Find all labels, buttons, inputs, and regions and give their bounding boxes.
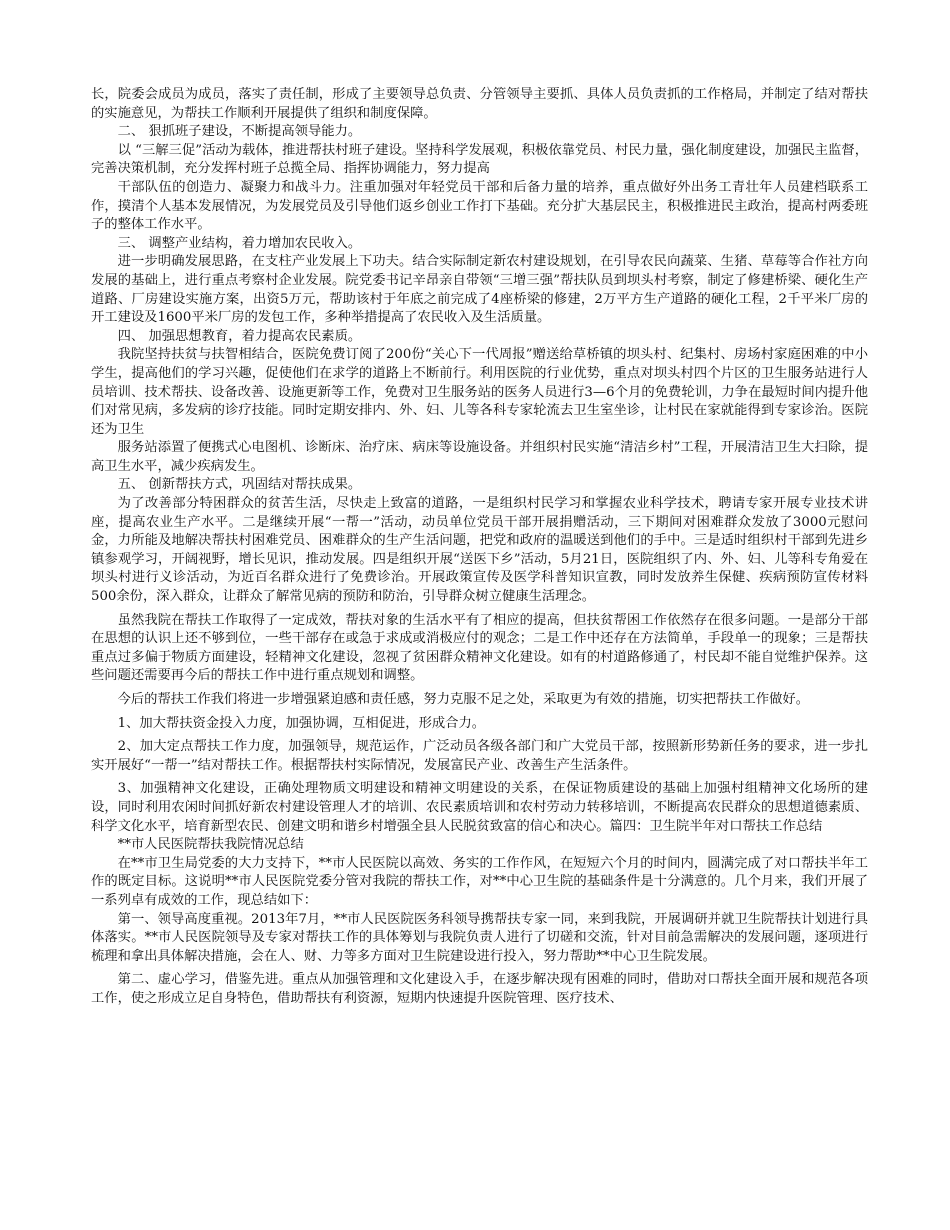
article-title: **市人民医院帮扶我院情况总结 xyxy=(117,837,304,853)
paragraph: 虽然我院在帮扶工作取得了一定成效，帮扶对象的生活水平有了相应的提高，但扶贫帮困工作依然存在很多问题。一是部分干部在思想的认识上还不够到位，一些干部存在或急于求成或消极应付的观念；二是工作中还存在方法简单，手段单一的现象；三是帮扶重点过多偏于物质方面建设，轻精神文化建设，忽视了贫困群众精神文化建设。如有的村道路修通了，村民却不能自觉维护保养。这些问题还需要再今后的帮扶工作中进行重点规划和调整。 xyxy=(91,612,868,684)
paragraph: 干部队伍的创造力、凝聚力和战斗力。注重加强对年轻党员干部和后备力量的培养，重点做好外出务工青壮年人员建档联系工作，摸清个人基本发展情况，为发展党员及引导他们返乡创业工作打下基础。充分扩大基层民主，积极推进民主政治，提高村两委班子的整体工作水平。 xyxy=(91,179,868,233)
section-heading: 二、 狠抓班子建设，不断提高领导能力。 xyxy=(117,124,362,140)
paragraph: 我院坚持扶贫与扶智相结合，医院免费订阅了200份“关心下一代周报”赠送给草桥镇的坝头村、纪集村、房场村家庭困难的中小学生，提高他们的学习兴趣，促使他们在求学的道路上不断前行。利用医院的行业优势，重点对坝头村四个片区的卫生服务站进行人员培训、技术帮扶、设备改善、设施更新等工作，免费对卫生服务站的医务人员进行3—6个月的免费轮训，力争在最短时间内提升他们对常见病，多发病的诊疗技能。同时定期安排内、外、妇、儿等各科专家轮流去卫生室坐诊，让村民在家就能得到专家诊治。医院还为卫生 xyxy=(91,347,868,437)
list-item: 1、加大帮扶资金投入力度，加强协调，互相促进，形成合力。 xyxy=(117,715,486,731)
paragraph: 为了改善部分特困群众的贫苦生活，尽快走上致富的道路，一是组织村民学习和掌握农业科学技术，聘请专家开展专业技术讲座，提高农业生产水平。二是继续开展“一帮一”活动，动员单位党员干部开展捐赠活动，三下期间对困难群众发放了3000元慰问金，力所能及地解决帮扶村困难党员、困难群众的生产生活问题，把党和政府的温暖送到他们的手中。三是适时组织村干部到先进乡镇参观学习，开阔视野，增长见识，推动发展。四是组织开展“送医下乡”活动，5月21日，医院组织了内、外、妇、儿等科专角爱在坝头村进行义诊活动，为近百名群众进行了免费诊治。开展政策宣传及医学科普知识宣教，同时发放养生保健、疾病预防宣传材料500余份，深入群众，让群众了解常见病的预防和防治，引导群众树立健康生活理念。 xyxy=(91,496,868,605)
paragraph: 进一步明确发展思路，在支柱产业发展上下功夫。结合实际制定新农村建设规划，在引导农民向蔬菜、生猪、草莓等合作社方向发展的基础上，进行重点考察村企业发展。院党委书记辛昂亲自带领“三增三强”帮扶队员到坝头村考察，制定了修建桥梁、硬化生产道路、厂房建设实施方案，出资5万元，帮助该村于年底之前完成了4座桥梁的修建，2万平方生产道路的硬化工程，2千平米厂房的开工建设及1600平米厂房的发包工作，多种举措提高了农民收入及生活质量。 xyxy=(91,254,868,326)
section-heading: 四、 加强思想教育，着力提高农民素质。 xyxy=(117,328,362,344)
list-item: 2、加大定点帮扶工作力度，加强领导，规范运作，广泛动员各级各部门和广大党员干部，按照新形势新任务的要求，进一步扎实开展好“一帮一”结对帮扶工作。根据帮扶村实际情况，发展富民产业、改善生产生活条件。 xyxy=(91,739,868,773)
paragraph: 服务站添置了便携式心电图机、诊断床、治疗床、病床等设施设备。并组织村民实施“清洁乡村”工程，开展清洁卫生大扫除，提高卫生水平，减少疾病发生。 xyxy=(91,440,868,474)
paragraph: 长，院委会成员为成员，落实了责任制，形成了主要领导总负责、分管领导主要抓、具体人员负责抓的工作格局，并制定了结对帮扶的实施意见，为帮扶工作顺利开展提供了组织和制度保障。 xyxy=(91,87,868,121)
paragraph: 第二、虚心学习，借鉴先进。重点从加强管理和文化建设入手，在逐步解决现有困难的同时，借助对口帮扶全面开展和规范各项工作，使之形成立足自身特色，借助帮扶有利资源，短期内快速提升医院管理、医疗技术、 xyxy=(91,972,868,1006)
section-heading: 三、 调整产业结构，着力增加农民收入。 xyxy=(117,235,362,251)
paragraph: 在**市卫生局党委的大力支持下，**市人民医院以高效、务实的工作作风，在短短六个月的时间内，圆满完成了对口帮扶半年工作的既定目标。这说明**市人民医院党委分管对我院的帮扶工作，对**中心卫生院的基础条件是十分满意的。几个月来，我们开展了一系列卓有成效的工作，现总结如下： xyxy=(91,855,868,908)
paragraph: 以 “三解三促”活动为载体，推进帮扶村班子建设。坚持科学发展观，积极依靠党员、村民力量，强化制度建设，加强民主监督，完善决策机制，充分发挥村班子总揽全局、指挥协调能力，努力提高 xyxy=(91,142,868,177)
paragraph: 第一、领导高度重视。2013年7月，**市人民医院医务科领导携帮扶专家一同，来到我院，开展调研并就卫生院帮扶计划进行具体落实。**市人民医院领导及专家对帮扶工作的具体筹划与我院负责人进行了切磋和交流，针对目前急需解决的发展问题，逐项进行梳理和拿出具体解决措施，会在人、财、力等多方面对卫生院建设进行投入，努力帮助**中心卫生院发展。 xyxy=(91,911,868,964)
list-item: 3、加强精神文化建设，正确处理物质文明建设和精神文明建设的关系，在保证物质建设的基础上加强村组精神文化场所的建设，同时利用农闲时间抓好新农村建设管理人才的培训、农民素质培训和农村劳动力转移培训，不断提高农民群众的思想道德素质、科学文化水平，培育新型农民、创建文明和谐乡村增强全县人民脱贫致富的信心和决心。篇四：卫生院半年对口帮扶工作总结 xyxy=(91,781,868,834)
section-heading: 五、 创新帮扶方式，巩固结对帮扶成果。 xyxy=(117,477,362,493)
paragraph: 今后的帮扶工作我们将进一步增强紧迫感和责任感，努力克服不足之处，采取更为有效的措施，切实把帮扶工作做好。 xyxy=(117,692,810,707)
